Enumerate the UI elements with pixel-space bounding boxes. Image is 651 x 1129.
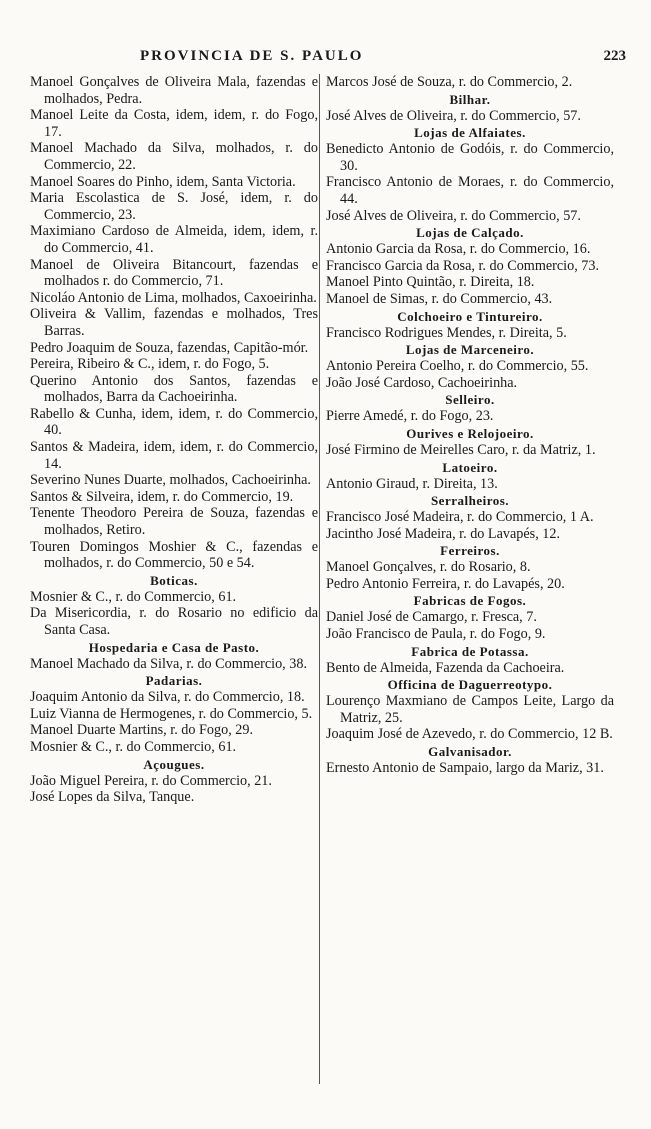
directory-entry: Manoel Duarte Martins, r. do Fogo, 29. [30, 722, 254, 739]
section-heading: Galvanisador. [428, 744, 512, 760]
directory-entry: José Lopes da Silva, Tanque. [30, 789, 195, 806]
directory-entry: Rabello & Cunha, idem, idem, r. do Commercio, 40. [30, 405, 318, 439]
directory-entry: Nicoláo Antonio de Lima, molhados, Caxoeirinha. [30, 289, 317, 306]
section-heading: Bilhar. [449, 91, 491, 107]
section-heading: Padarias. [145, 673, 203, 689]
directory-entry: Luiz Vianna de Hermogenes, r. do Commercio, 5. [30, 705, 313, 722]
directory-entry: Francisco José Madeira, r. do Commercio, 1 A. [326, 509, 594, 526]
section-heading: Lojas de Marceneiro. [405, 342, 535, 358]
section-heading: Fabrica de Potassa. [411, 643, 529, 659]
directory-entry: Manoel Gonçalves de Oliveira Mala, fazendas e molhados, Pedra. [30, 74, 318, 107]
directory-entry: Marcos José de Souza, r. do Commercio, 2. [326, 74, 573, 90]
directory-entry: Oliveira & Vallim, fazendas e molhados, Tres Barras. [30, 306, 318, 339]
directory-entry: João Miguel Pereira, r. do Commercio, 21. [30, 772, 272, 789]
directory-entry: Joaquim Antonio da Silva, r. do Commercio, 18. [30, 689, 305, 706]
directory-entry: Querino Antonio dos Santos, fazendas e molhados, Barra da Cachoeirinha. [30, 372, 318, 406]
right-column [326, 74, 614, 777]
directory-entry: Pedro Joaquim de Souza, fazendas, Capitão-mór. [30, 339, 309, 356]
directory-entry: Manoel Machado da Silva, molhados, r. do Commercio, 22. [30, 140, 318, 173]
directory-entry: Benedicto Antonio de Godóis, r. do Commercio, 30. [326, 141, 614, 174]
section-heading: Fabricas de Fogos. [413, 593, 527, 609]
running-title: PROVINCIA DE S. PAULO [140, 48, 364, 64]
section-heading: Serralheiros. [430, 493, 510, 509]
directory-entry: Manoel Pinto Quintão, r. Direita, 18. [326, 274, 535, 291]
directory-entry: Santos & Madeira, idem, idem, r. do Commercio, 14. [30, 439, 318, 472]
directory-entry: Santos & Silveira, idem, r. do Commercio, 19. [30, 488, 294, 505]
directory-entry: Antonio Giraud, r. Direita, 13. [326, 475, 498, 492]
directory-entry: Manoel de Simas, r. do Commercio, 43. [326, 290, 553, 307]
directory-entry: Pierre Amedé, r. do Fogo, 23. [326, 408, 494, 425]
page-header [30, 40, 626, 70]
directory-entry: Manoel Leite da Costa, idem, idem, r. do Fogo, 17. [30, 107, 318, 140]
directory-entry: Bento de Almeida, Fazenda da Cachoeira. [326, 659, 565, 676]
section-heading: Ferreiros. [440, 543, 500, 559]
directory-entry: Manoel Machado da Silva, r. do Commercio, 38. [30, 655, 307, 672]
directory-entry: Joaquim José de Azevedo, r. do Commercio, 12 B. [326, 726, 613, 743]
section-heading: Officina de Daguerreotypo. [387, 677, 553, 693]
directory-entry: Tenente Theodoro Pereira de Souza, fazendas e molhados, Retiro. [30, 505, 318, 539]
directory-entry: Antonio Pereira Coelho, r. do Commercio, 55. [326, 358, 589, 375]
section-heading: Ourives e Relojoeiro. [406, 425, 534, 441]
directory-entry: Francisco Antonio de Moraes, r. do Commercio, 44. [326, 174, 614, 207]
directory-entry: José Alves de Oliveira, r. do Commercio, 57. [326, 207, 581, 224]
directory-entry: Ernesto Antonio de Sampaio, largo da Mariz, 31. [326, 760, 604, 777]
page-number: 223 [603, 48, 626, 64]
directory-entry: José Alves de Oliveira, r. do Commercio, 57. [326, 107, 581, 124]
directory-entry: Jacintho José Madeira, r. do Lavapés, 12. [326, 525, 561, 542]
directory-entry: Francisco Rodrigues Mendes, r. Direita, 5. [326, 324, 567, 341]
directory-entry: José Firmino de Meirelles Caro, r. da Matriz, 1. [326, 441, 596, 458]
directory-entry: Severino Nunes Duarte, molhados, Cachoeirinha. [30, 472, 311, 489]
directory-entry: Manoel Soares do Pinho, idem, Santa Victoria. [30, 173, 296, 190]
directory-entry: Touren Domingos Moshier & C., fazendas e molhados, r. do Commercio, 50 e 54. [30, 538, 318, 572]
directory-entry: Mosnier & C., r. do Commercio, 61. [30, 738, 237, 755]
section-heading: Lojas de Alfaiates. [414, 125, 526, 141]
directory-entry: Daniel José de Camargo, r. Fresca, 7. [326, 609, 537, 626]
section-heading: Latoeiro. [442, 459, 498, 475]
section-heading: Boticas. [150, 572, 198, 588]
directory-entry: João José Cardoso, Cachoeirinha. [326, 374, 518, 391]
directory-entry: Antonio Garcia da Rosa, r. do Commercio, 16. [326, 241, 591, 258]
section-heading: Hospedaria e Casa de Pasto. [88, 639, 260, 655]
directory-entry: Lourenço Maxmiano de Campos Leite, Largo da Matriz, 25. [326, 693, 614, 726]
directory-entry: Mosnier & C., r. do Commercio, 61. [30, 588, 237, 605]
left-column [30, 74, 318, 806]
directory-entry: Maximiano Cardoso de Almeida, idem, idem, r. do Commercio, 41. [30, 223, 318, 256]
directory-entry: Maria Escolastica de S. José, idem, r. do Commercio, 23. [30, 190, 318, 223]
book-page [30, 40, 626, 806]
column-divider [319, 74, 320, 1084]
section-heading: Colchoeiro e Tintureiro. [397, 308, 543, 324]
directory-entry: Da Misericordia, r. do Rosario no edificio da Santa Casa. [30, 605, 318, 638]
section-heading: Selleiro. [445, 392, 495, 408]
directory-entry: Manoel de Oliveira Bitancourt, fazendas e molhados r. do Commercio, 71. [30, 256, 318, 290]
section-heading: Lojas de Calçado. [416, 225, 524, 241]
directory-entry: Francisco Garcia da Rosa, r. do Commercio, 73. [326, 257, 600, 274]
directory-entry: João Francisco de Paula, r. do Fogo, 9. [326, 626, 546, 643]
directory-entry: Pereira, Ribeiro & C., idem, r. do Fogo, 5. [30, 356, 270, 373]
section-heading: Açougues. [143, 756, 205, 772]
directory-entry: Pedro Antonio Ferreira, r. do Lavapés, 20. [326, 575, 565, 592]
directory-entry: Manoel Gonçalves, r. do Rosario, 8. [326, 559, 531, 576]
